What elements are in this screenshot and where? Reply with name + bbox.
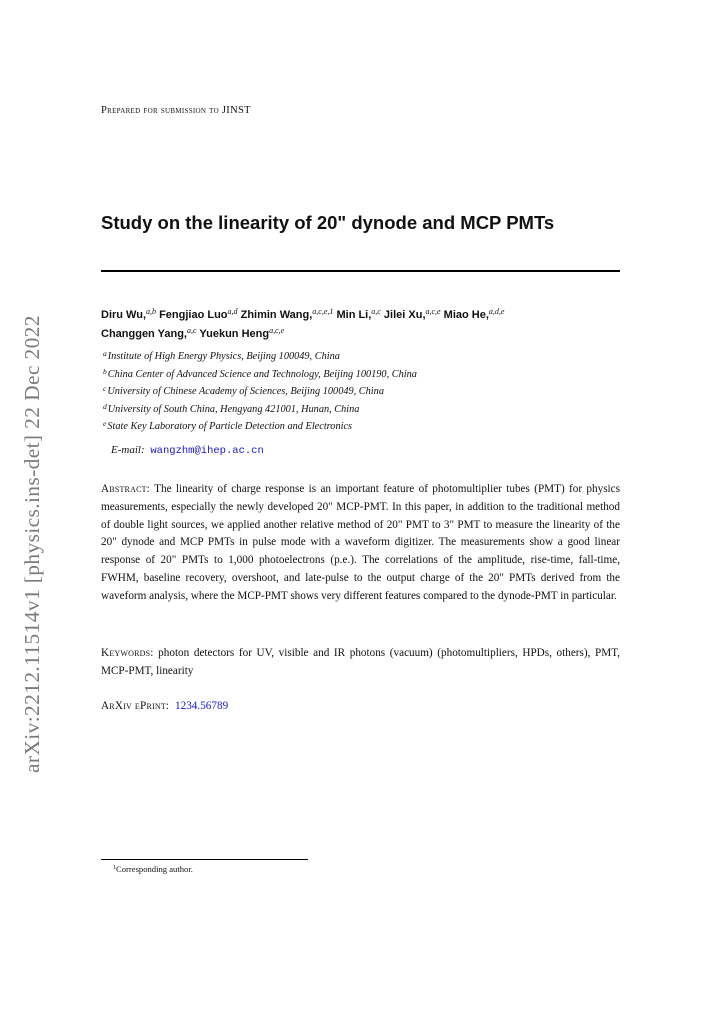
keywords-text: photon detectors for UV, visible and IR photons (vacuum) (photomultipliers, HPDs, others), PMT, MCP-PMT, linearity — [101, 647, 620, 677]
abstract-label: Abstract: — [101, 483, 150, 495]
affiliation: $^c$University of Chinese Academy of Sciences, Beijing 100049, China — [103, 384, 384, 398]
email-label: E-mail: — [111, 444, 145, 456]
title-divider — [101, 270, 620, 272]
keywords-label: Keywords: — [101, 647, 154, 659]
author: Miao He,$^{a,d,e}$ — [443, 307, 505, 321]
author: Jilei Xu,$^{a,c,e}$ — [383, 307, 441, 321]
author-list — [101, 306, 621, 344]
arxiv-identifier[interactable]: arXiv:2212.11514v1 [physics.ins-det] 22 Dec 2022 — [20, 315, 44, 773]
footnote: $^1$Corresponding author. — [113, 864, 193, 874]
author: Zhimin Wang,$^{a,c,e,1}$ — [240, 307, 334, 321]
email-link[interactable]: wangzhm@ihep.ac.cn — [150, 445, 264, 457]
author: Yuekun Heng$^{a,c,e}$ — [199, 326, 285, 340]
arxiv-eprint — [101, 700, 228, 712]
author: Diru Wu,$^{a,b}$ — [101, 307, 157, 321]
paper-title: Study on the linearity of 20" dynode and MCP PMTs — [101, 212, 555, 233]
submission-header: Prepared for submission to JINST — [101, 105, 251, 116]
abstract-text: The linearity of charge response is an important feature of photomultiplier tubes (PMT) for physics measurements, especially the newly developed 20" MCP-PMT. In this paper, in addition to the traditional method of double light sources, we applied another relative method of 20" PMT to 3" PMT to measure the linearity of the 20" dynode and MCP PMTs in pulse mode with a waveform digitizer. The measurements show a good linear response of 20" PMTs to 1,000 photoelectrons (p.e.). The correlations of the amplitude, rise-time, fall-time, FWHM, baseline recovery, overshoot, and late-pulse to the output charge of the 20" PMTs derived from the waveform analysis, where the MCP-PMT shows very different features compared to the dynode-PMT in particular. — [101, 483, 620, 602]
affiliation: $^b$China Center of Advanced Science and Technology, Beijing 100190, China — [103, 366, 417, 380]
contact-email — [111, 444, 264, 457]
affiliation: $^a$Institute of High Energy Physics, Beijing 100049, China — [103, 349, 340, 362]
author: Fengjiao Luo$^{a,d}$ — [159, 307, 238, 321]
affiliation: $^d$University of South China, Hengyang 421001, Hunan, China — [103, 401, 360, 415]
affiliation: $^e$State Key Laboratory of Particle Detection and Electronics — [103, 419, 353, 433]
abstract — [101, 481, 620, 606]
eprint-label: ArXiv ePrint: — [101, 700, 170, 712]
footnote-divider — [101, 859, 308, 860]
affiliation-list — [103, 348, 623, 436]
keywords — [101, 645, 620, 681]
arxiv-side-stamp — [19, 288, 45, 773]
author: Changgen Yang,$^{a,c}$ — [101, 326, 197, 340]
eprint-link[interactable]: 1234.56789 — [175, 700, 229, 712]
author: Min Li,$^{a,c}$ — [336, 307, 381, 321]
